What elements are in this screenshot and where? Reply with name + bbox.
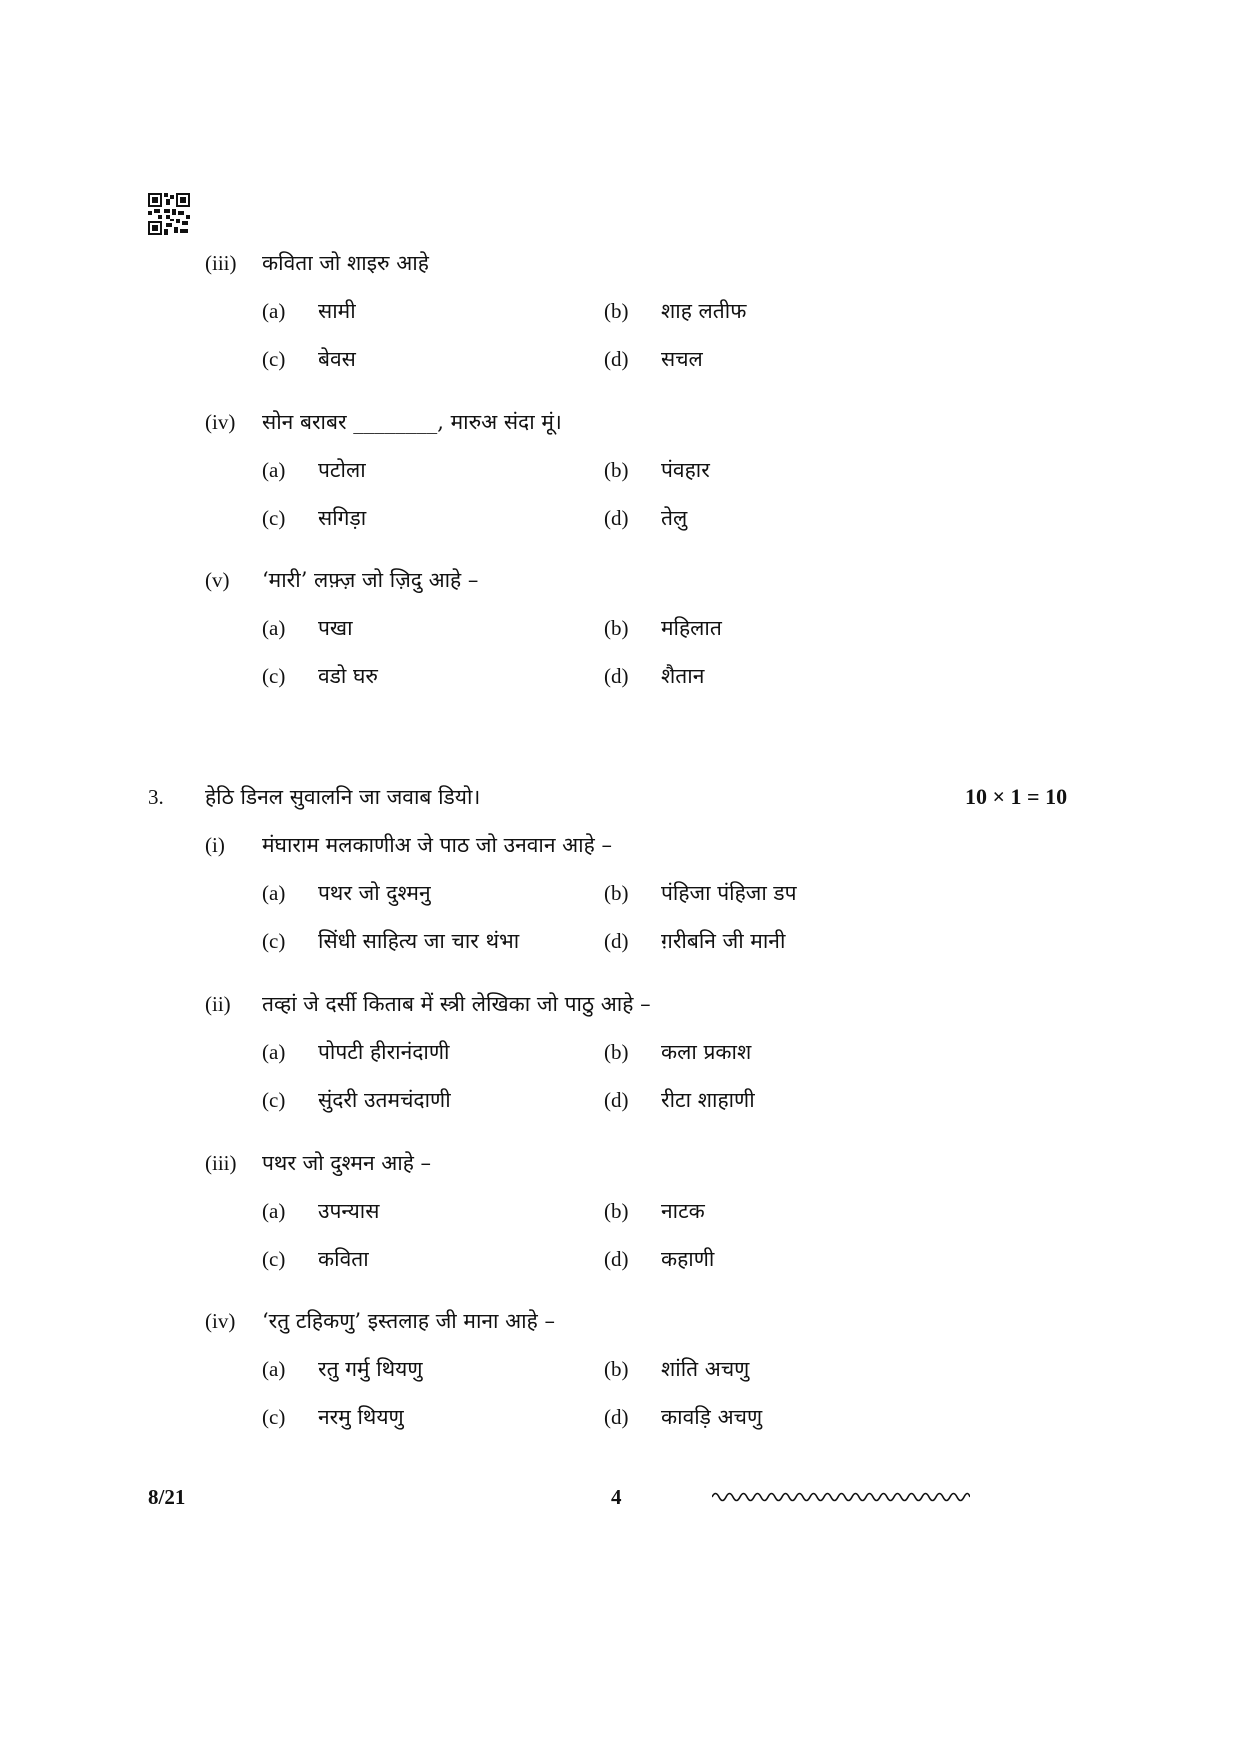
question-number: (iv) [205, 1309, 236, 1333]
option-label: (d) [604, 1247, 629, 1271]
question-number: (iii) [205, 1151, 237, 1175]
option-text: सिंधी साहित्य जा चार थंभा [318, 929, 520, 953]
option-label: (c) [262, 929, 286, 953]
option-label: (a) [262, 616, 286, 640]
option-label: (a) [262, 299, 286, 323]
option-label: (d) [604, 347, 629, 371]
option-label: (c) [262, 1088, 286, 1112]
option-text: शैतान [661, 664, 705, 688]
option-text: तेलु [661, 506, 688, 530]
option-text: सचल [661, 347, 703, 371]
option-label: (d) [604, 664, 629, 688]
question-text: मंघाराम मलकाणीअ जे पाठ जो उनवान आहे – [262, 833, 612, 857]
question-number: (i) [205, 833, 225, 857]
option-label: (a) [262, 881, 286, 905]
question-number: 3. [148, 785, 164, 809]
option-text: महिलात [661, 616, 722, 640]
option-label: (b) [604, 881, 629, 905]
option-label: (b) [604, 1357, 629, 1381]
option-text: बेवस [318, 347, 356, 371]
option-label: (c) [262, 1247, 286, 1271]
option-text: शाह लतीफ [661, 299, 747, 323]
option-text: कावड़ि अचणु [661, 1405, 763, 1429]
question-text: ‘मारी’ लफ़्ज़ जो ज़िदु आहे – [262, 568, 479, 592]
option-text: ग़रीबनि जी मानी [661, 929, 786, 953]
option-label: (d) [604, 506, 629, 530]
option-text: पथर जो दुश्मनु [318, 881, 431, 905]
option-label: (c) [262, 506, 286, 530]
option-label: (d) [604, 929, 629, 953]
option-text: नरमु थियणु [318, 1405, 404, 1429]
marks-label: 10 × 1 = 10 [965, 784, 1068, 809]
question-number: (ii) [205, 992, 231, 1016]
option-label: (b) [604, 299, 629, 323]
option-text: रीटा शाहाणी [661, 1088, 755, 1112]
option-text: उपन्यास [318, 1199, 380, 1223]
option-text: पंहिजा पंहिजा डप [661, 881, 797, 905]
option-label: (d) [604, 1088, 629, 1112]
wavy-line-icon [712, 1490, 970, 1504]
paper-code: 8/21 [148, 1485, 186, 1509]
option-text: रतु गर्मु थियणु [318, 1357, 423, 1381]
option-label: (c) [262, 1405, 286, 1429]
option-text: कला प्रकाश [661, 1040, 752, 1064]
question-text: पथर जो दुश्मन आहे – [262, 1151, 432, 1175]
question-number: (v) [205, 568, 230, 592]
option-label: (d) [604, 1405, 629, 1429]
question-text: ‘रतु टहिकणु’ इस्तलाह जी माना आहे – [262, 1309, 555, 1333]
question-number: (iii) [205, 251, 237, 275]
question-text: सोन बराबर ________, मारुअ संदा मूं। [262, 410, 562, 434]
option-text: वडो घरु [318, 664, 378, 688]
option-label: (a) [262, 458, 286, 482]
option-text: नाटक [661, 1199, 705, 1223]
option-label: (a) [262, 1357, 286, 1381]
option-text: सगिड़ा [318, 506, 367, 530]
question-text: कविता जो शाइरु आहे [262, 251, 429, 275]
qr-code-icon [148, 193, 190, 235]
question-text: तव्हां जे दर्सी किताब में स्त्री लेखिका जो पाठु आहे – [262, 992, 651, 1016]
option-text: कहाणी [661, 1247, 715, 1271]
option-text: पोपटी हीरानंदाणी [318, 1040, 450, 1064]
option-text: सुंदरी उतमचंदाणी [318, 1088, 451, 1112]
option-label: (b) [604, 458, 629, 482]
page-number: 4 [611, 1485, 622, 1509]
option-label: (c) [262, 664, 286, 688]
option-text: सामी [318, 299, 356, 323]
option-label: (b) [604, 616, 629, 640]
option-text: पखा [318, 616, 353, 640]
option-label: (a) [262, 1199, 286, 1223]
option-label: (b) [604, 1040, 629, 1064]
option-label: (c) [262, 347, 286, 371]
option-text: शांति अचणु [661, 1357, 750, 1381]
question-number: (iv) [205, 410, 236, 434]
option-text: पंवहार [661, 458, 710, 482]
option-text: पटोला [318, 458, 366, 482]
option-label: (b) [604, 1199, 629, 1223]
question-instruction: हेठि डिनल सुवालनि जा जवाब डियो। [205, 785, 481, 809]
option-text: कविता [318, 1247, 369, 1271]
option-label: (a) [262, 1040, 286, 1064]
